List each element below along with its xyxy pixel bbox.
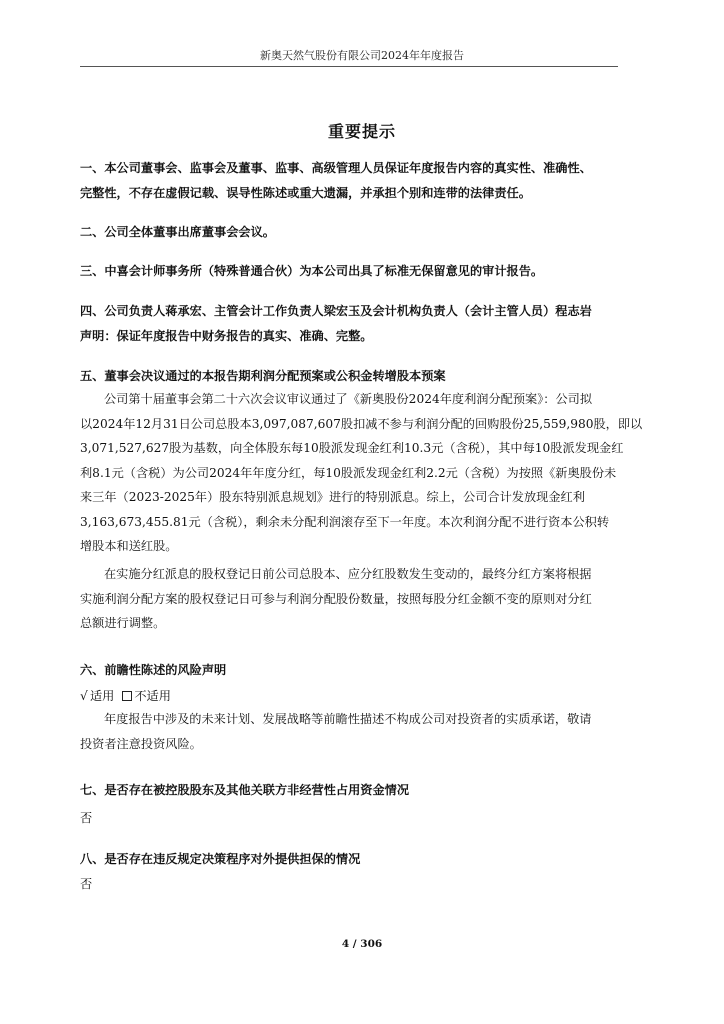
section-7-heading-text: 七、是否存在被控股股东及其他关联方非经营性占用资金情况 xyxy=(80,783,410,797)
section-5-paragraph-2 xyxy=(80,562,620,636)
section-6-paragraph xyxy=(80,707,620,756)
section-6-heading xyxy=(80,658,620,683)
section-3-text: 三、中喜会计师事务所（特殊普通合伙）为本公司出具了标准无保留意见的审计报告。 xyxy=(80,264,544,278)
section-5-p1-line-1: 公司第十届董事会第二十六次会议审议通过了《新奥股份2024年度利润分配预案》：公司拟 xyxy=(104,392,593,406)
section-5-heading-text: 五、董事会决议通过的本报告期利润分配预案或公积金转增股本预案 xyxy=(80,369,446,383)
section-5-paragraph-1 xyxy=(80,387,643,559)
section-3 xyxy=(80,259,620,284)
page-title: 重要提示 xyxy=(327,122,396,141)
section-2 xyxy=(80,220,620,245)
page-number: 4 / 306 xyxy=(341,938,383,950)
section-5-p1-line-4: 利8.1元（含税）为公司2024年年度分红，每10股派发现金红利2.2元（含税）为按照《新奥股份未 xyxy=(80,465,617,480)
section-4 xyxy=(80,299,620,348)
section-5-p1-line-7: 增股本和送红股。 xyxy=(80,539,178,553)
header-divider xyxy=(80,66,618,67)
unchecked-box-icon xyxy=(122,691,132,701)
section-7-answer xyxy=(80,806,620,831)
section-7-answer-text: 否 xyxy=(80,811,93,825)
section-8-answer xyxy=(80,872,620,897)
section-5-p1-line-2: 以2024年12月31日公司总股本3,097,087,607股扣减不参与利润分配的回购股份25,559,980股，即以 xyxy=(80,416,643,431)
section-5-p1-line-6: 3,163,673,455.81元（含税），剩余未分配利润滚存至下一年度。本次利润分配不进行资本公积转 xyxy=(80,514,610,529)
option-not-applicable-label: 不适用 xyxy=(134,689,171,703)
section-2-text: 二、公司全体董事出席董事会会议。 xyxy=(80,225,275,239)
section-1-line-2: 完整性，不存在虚假记载、误导性陈述或重大遗漏，并承担个别和连带的法律责任。 xyxy=(80,185,531,200)
applicability-options xyxy=(80,687,171,704)
section-5-p1-line-5: 来三年（2023-2025年）股东特别派息规划》进行的特别派息。综上，公司合计发放现金红利 xyxy=(80,490,585,504)
section-8-answer-text: 否 xyxy=(80,877,93,891)
section-1 xyxy=(80,156,620,205)
report-header-title: 新奥天然气股份有限公司2024年年度报告 xyxy=(260,49,464,62)
section-4-line-1: 四、公司负责人蒋承宏、主管会计工作负责人梁宏玉及会计机构负责人（会计主管人员）程志岩 xyxy=(80,304,592,318)
section-6-line-2: 投资者注意投资风险。 xyxy=(80,736,202,751)
section-5-p1-line-3: 3,071,527,627股为基数，向全体股东每10股派发现金红利10.3元（含税），其中每10股派发现金红 xyxy=(80,441,624,455)
section-8-heading xyxy=(80,847,620,872)
section-5-p2-line-2: 实施利润分配方案的股权登记日可参与利润分配股份数量，按照每股分红金额不变的原则对分红 xyxy=(80,591,592,606)
section-4-line-2: 声明：保证年度报告中财务报告的真实、准确、完整。 xyxy=(80,328,373,343)
option-applicable-label: 适用 xyxy=(90,689,115,703)
section-5-p2-line-3: 总额进行调整。 xyxy=(80,616,166,630)
section-5-heading xyxy=(80,364,620,389)
section-6-line-1: 年度报告中涉及的未来计划、发展战略等前瞻性描述不构成公司对投资者的实质承诺，敬请 xyxy=(104,712,592,726)
section-1-line-1: 一、本公司董事会、监事会及董事、监事、高级管理人员保证年度报告内容的真实性、准确性、 xyxy=(80,161,592,175)
section-7-heading xyxy=(80,778,620,803)
section-6-heading-text: 六、前瞻性陈述的风险声明 xyxy=(80,663,227,677)
checked-mark-icon: √ xyxy=(80,689,88,703)
section-8-heading-text: 八、是否存在违反规定决策程序对外提供担保的情况 xyxy=(80,852,361,866)
section-5-p2-line-1: 在实施分红派息的股权登记日前公司总股本、应分红股数发生变动的，最终分红方案将根据 xyxy=(104,567,592,581)
